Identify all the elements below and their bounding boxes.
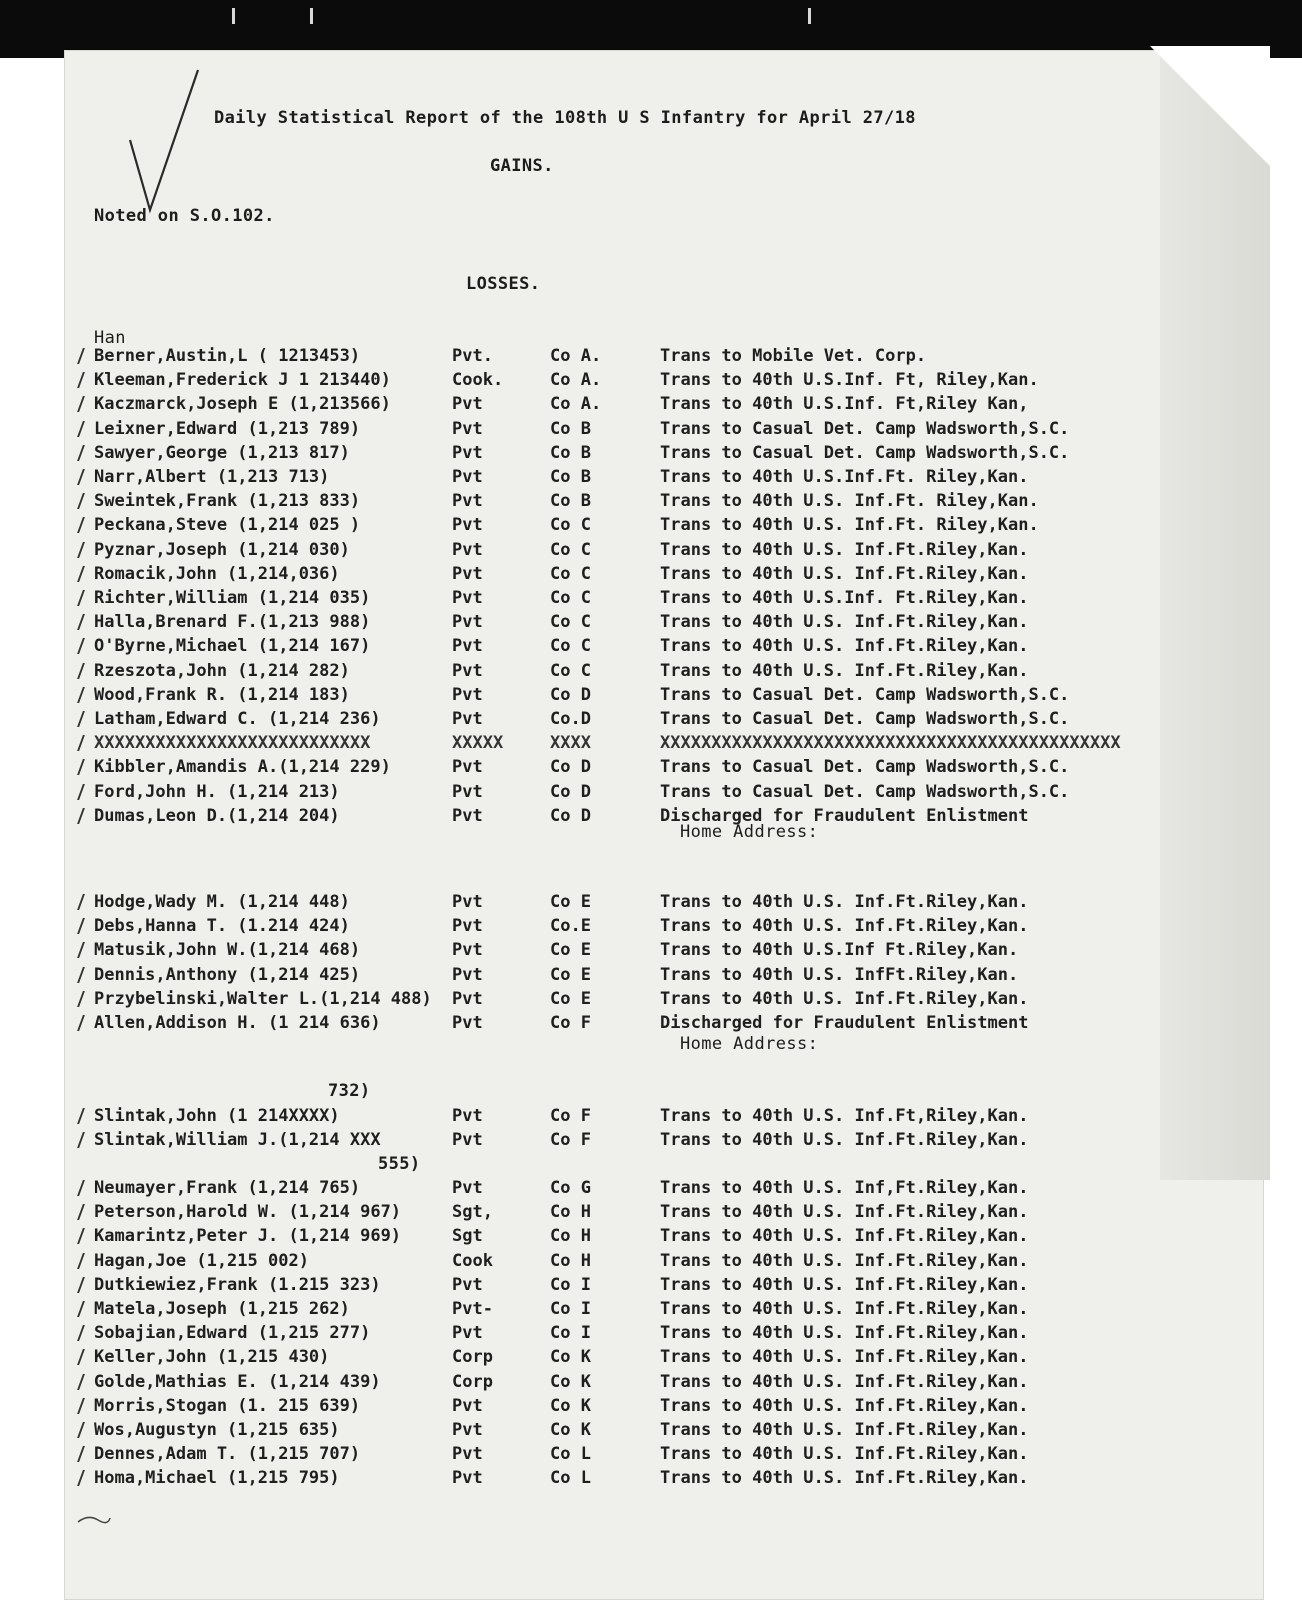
personnel-name-cell: Slintak,John (1 214XXXX) bbox=[94, 1106, 340, 1126]
company-cell: Co I bbox=[550, 1274, 591, 1295]
personnel-name-cell: Kamarintz,Peter J. (1,214 969) bbox=[94, 1226, 402, 1247]
remark-cell: Trans to 40th U.S. Inf.Ft.Riley,Kan. bbox=[660, 1371, 1029, 1392]
remark-cell: Trans to Casual Det. Camp Wadsworth,S.C. bbox=[660, 757, 1070, 778]
personnel-name-cell: Richter,William (1,214 035) bbox=[94, 588, 371, 608]
personnel-name-cell: Hodge,Wady M. (1,214 448) bbox=[94, 892, 350, 912]
company-cell: Co F bbox=[550, 1106, 591, 1126]
company-cell: Co C bbox=[550, 612, 591, 633]
company-cell: Co B bbox=[550, 491, 591, 512]
remark-cell: Trans to 40th U.S. Inf.Ft.Riley,Kan. bbox=[660, 892, 1029, 912]
remark-cell: Trans to Casual Det. Camp Wadsworth,S.C. bbox=[660, 709, 1070, 729]
company-cell: Co F bbox=[550, 1013, 591, 1033]
rank-cell: Pvt bbox=[452, 418, 483, 439]
rank-cell: Pvt bbox=[452, 988, 483, 1009]
personnel-name-cell: Keller,John (1,215 430) bbox=[94, 1347, 330, 1368]
personnel-name-cell: XXXXXXXXXXXXXXXXXXXXXXXXXXX bbox=[94, 733, 371, 754]
remark-cell: Trans to 40th U.S.Inf Ft.Riley,Kan. bbox=[660, 940, 1019, 961]
remark-cell: Trans to 40th U.S. Inf.Ft.Riley,Kan. bbox=[660, 1347, 1029, 1368]
personnel-name-cell: Pyznar,Joseph (1,214 030) bbox=[94, 539, 350, 560]
remark-cell: Trans to 40th U.S. Inf.Ft.Riley,Kan. bbox=[660, 1299, 1029, 1319]
service-number-note: 555) bbox=[378, 1154, 421, 1174]
company-cell: Co A. bbox=[550, 346, 602, 366]
rank-cell: Cook. bbox=[452, 370, 504, 391]
company-cell: Co E bbox=[550, 892, 591, 912]
torn-corner bbox=[1150, 46, 1270, 166]
personnel-name-cell: Sawyer,George (1,213 817) bbox=[94, 442, 350, 463]
remark-cell: Trans to Casual Det. Camp Wadsworth,S.C. bbox=[660, 781, 1070, 802]
company-cell: Co C bbox=[550, 539, 591, 560]
company-cell: XXXX bbox=[550, 733, 591, 754]
rank-cell: Pvt bbox=[452, 491, 483, 512]
rank-cell: Pvt bbox=[452, 1130, 483, 1151]
personnel-name-cell: Peckana,Steve (1,214 025 ) bbox=[94, 515, 361, 536]
personnel-name-cell: O'Byrne,Michael (1,214 167) bbox=[94, 636, 371, 657]
company-cell: Co I bbox=[550, 1323, 591, 1344]
company-cell: Co H bbox=[550, 1202, 591, 1223]
personnel-name-cell: Romacik,John (1,214,036) bbox=[94, 563, 340, 584]
losses-heading: LOSSES. bbox=[466, 274, 541, 294]
rank-cell: Pvt bbox=[452, 1178, 483, 1198]
company-cell: Co D bbox=[550, 805, 591, 826]
company-cell: Co C bbox=[550, 636, 591, 657]
service-number-note: 732) bbox=[328, 1081, 371, 1101]
personnel-name-cell: Przybelinski,Walter L.(1,214 488) bbox=[94, 988, 432, 1009]
company-cell: Co D bbox=[550, 757, 591, 778]
remark-cell: Trans to 40th U.S.Inf. Ft,Riley Kan, bbox=[660, 394, 1029, 415]
rank-cell: Pvt bbox=[452, 916, 483, 937]
rank-cell: Pvt bbox=[452, 1013, 483, 1033]
company-cell: Co D bbox=[550, 781, 591, 802]
personnel-name-cell: Peterson,Harold W. (1,214 967) bbox=[94, 1202, 402, 1223]
remark-cell: Trans to 40th U.S.Inf.Ft. Riley,Kan. bbox=[660, 467, 1029, 487]
company-cell: Co C bbox=[550, 563, 591, 584]
personnel-name-cell: Sweintek,Frank (1,213 833) bbox=[94, 491, 361, 512]
rank-cell: Pvt bbox=[452, 1444, 483, 1465]
rank-cell: Cook bbox=[452, 1250, 493, 1271]
rank-cell: Pvt bbox=[452, 1274, 483, 1295]
personnel-name-cell: Dutkiewiez,Frank (1.215 323) bbox=[94, 1274, 381, 1295]
personnel-name-cell: Morris,Stogan (1. 215 639) bbox=[94, 1395, 361, 1416]
film-mark bbox=[808, 8, 811, 24]
remark-cell: Trans to 40th U.S. Inf.Ft.Riley,Kan. bbox=[660, 1226, 1029, 1247]
company-cell: Co B bbox=[550, 418, 591, 439]
remark-cell: Trans to 40th U.S. Inf.Ft.Riley,Kan. bbox=[660, 988, 1029, 1009]
remark-cell: Trans to Casual Det. Camp Wadsworth,S.C. bbox=[660, 418, 1070, 439]
rank-cell: Pvt bbox=[452, 660, 483, 681]
remark-cell: Trans to 40th U.S. Inf.Ft.Riley,Kan. bbox=[660, 1444, 1029, 1465]
remark-cell: Trans to 40th U.S. Inf.Ft.Riley,Kan. bbox=[660, 916, 1029, 937]
gains-note: Noted on S.O.102. bbox=[94, 206, 275, 226]
rank-cell: Pvt bbox=[452, 539, 483, 560]
personnel-name-cell: Kibbler,Amandis A.(1,214 229) bbox=[94, 757, 391, 778]
rank-cell: Pvt bbox=[452, 1468, 483, 1489]
handwritten-note: Han bbox=[94, 328, 126, 348]
personnel-name-cell: Slintak,William J.(1,214 XXX bbox=[94, 1130, 381, 1151]
company-cell: Co B bbox=[550, 467, 591, 487]
remark-cell: Trans to 40th U.S. Inf.Ft.Riley,Kan. bbox=[660, 1250, 1029, 1271]
rank-cell: Corp bbox=[452, 1347, 493, 1368]
remark-cell: Trans to 40th U.S.Inf. Ft.Riley,Kan. bbox=[660, 588, 1029, 608]
remark-cell: Trans to Mobile Vet. Corp. bbox=[660, 346, 927, 366]
rank-cell: Pvt bbox=[452, 515, 483, 536]
rank-cell: Pvt bbox=[452, 757, 483, 778]
rank-cell: Pvt bbox=[452, 563, 483, 584]
personnel-name-cell: Wood,Frank R. (1,214 183) bbox=[94, 684, 350, 705]
company-cell: Co C bbox=[550, 515, 591, 536]
remark-cell: Trans to 40th U.S. Inf.Ft.Riley,Kan. bbox=[660, 1323, 1029, 1344]
rank-cell: Pvt bbox=[452, 1323, 483, 1344]
gains-heading: GAINS. bbox=[490, 156, 554, 176]
remark-cell: Trans to 40th U.S. Inf.Ft.Riley,Kan. bbox=[660, 1420, 1029, 1440]
personnel-name-cell: Wos,Augustyn (1,215 635) bbox=[94, 1420, 340, 1440]
remark-cell: Trans to 40th U.S. Inf.Ft,Riley,Kan. bbox=[660, 1106, 1029, 1126]
rank-cell: Pvt bbox=[452, 1106, 483, 1126]
remark-cell: Discharged for Fraudulent Enlistment bbox=[660, 1013, 1029, 1033]
personnel-name-cell: Neumayer,Frank (1,214 765) bbox=[94, 1178, 361, 1198]
rank-cell: Pvt bbox=[452, 467, 483, 487]
personnel-name-cell: Homa,Michael (1,215 795) bbox=[94, 1468, 340, 1489]
rank-cell: Pvt- bbox=[452, 1299, 493, 1319]
rank-cell: Pvt bbox=[452, 1420, 483, 1440]
personnel-name-cell: Golde,Mathias E. (1,214 439) bbox=[94, 1371, 381, 1392]
company-cell: Co E bbox=[550, 940, 591, 961]
company-cell: Co L bbox=[550, 1468, 591, 1489]
remark-cell: Trans to Casual Det. Camp Wadsworth,S.C. bbox=[660, 684, 1070, 705]
personnel-name-cell: Kaczmarck,Joseph E (1,213566) bbox=[94, 394, 391, 415]
company-cell: Co K bbox=[550, 1420, 591, 1440]
personnel-name-cell: Dennes,Adam T. (1,215 707) bbox=[94, 1444, 361, 1465]
company-cell: Co K bbox=[550, 1395, 591, 1416]
remark-cell: Trans to 40th U.S. Inf.Ft.Riley,Kan. bbox=[660, 636, 1029, 657]
check-mark-icon bbox=[120, 60, 210, 220]
rank-cell: Pvt bbox=[452, 394, 483, 415]
rank-cell: Pvt bbox=[452, 892, 483, 912]
rank-cell: Sgt, bbox=[452, 1202, 493, 1223]
remark-cell: Trans to 40th U.S. Inf.Ft. Riley,Kan. bbox=[660, 491, 1039, 512]
personnel-name-cell: Narr,Albert (1,213 713) bbox=[94, 467, 330, 487]
remark-cell: Trans to 40th U.S. Inf.Ft.Riley,Kan. bbox=[660, 1274, 1029, 1295]
remark-cell: Trans to 40th U.S. Inf.Ft.Riley,Kan. bbox=[660, 1395, 1029, 1416]
company-cell: Co K bbox=[550, 1371, 591, 1392]
rank-cell: Pvt bbox=[452, 781, 483, 802]
personnel-name-cell: Leixner,Edward (1,213 789) bbox=[94, 418, 361, 439]
remark-cell: Trans to 40th U.S. Inf,Ft.Riley,Kan. bbox=[660, 1178, 1029, 1198]
personnel-name-cell: Latham,Edward C. (1,214 236) bbox=[94, 709, 381, 729]
personnel-name-cell: Sobajian,Edward (1,215 277) bbox=[94, 1323, 371, 1344]
rank-cell: Sgt bbox=[452, 1226, 483, 1247]
company-cell: Co E bbox=[550, 988, 591, 1009]
remark-cell: Trans to 40th U.S. InfFt.Riley,Kan. bbox=[660, 964, 1019, 985]
rank-cell: Pvt bbox=[452, 1395, 483, 1416]
personnel-name-cell: Berner,Austin,L ( 1213453) bbox=[94, 346, 361, 366]
company-cell: Co E bbox=[550, 964, 591, 985]
remark-cell: Discharged for Fraudulent Enlistment bbox=[660, 805, 1029, 826]
remark-cell: XXXXXXXXXXXXXXXXXXXXXXXXXXXXXXXXXXXXXXXXXXXXX bbox=[660, 733, 1121, 754]
rank-cell: Pvt bbox=[452, 442, 483, 463]
personnel-name-cell: Matusik,John W.(1,214 468) bbox=[94, 940, 361, 961]
rank-cell: Pvt bbox=[452, 612, 483, 633]
rank-cell: Pvt bbox=[452, 964, 483, 985]
company-cell: Co C bbox=[550, 588, 591, 608]
home-address-label: Home Address: bbox=[680, 822, 819, 842]
remark-cell: Trans to 40th U.S. Inf.Ft.Riley,Kan. bbox=[660, 660, 1029, 681]
rank-cell: Pvt. bbox=[452, 346, 493, 366]
company-cell: Co G bbox=[550, 1178, 591, 1198]
personnel-name-cell: Rzeszota,John (1,214 282) bbox=[94, 660, 350, 681]
company-cell: Co I bbox=[550, 1299, 591, 1319]
rank-cell: Pvt bbox=[452, 709, 483, 729]
film-mark bbox=[310, 8, 313, 24]
rank-cell: Pvt bbox=[452, 940, 483, 961]
personnel-name-cell: Halla,Brenard F.(1,213 988) bbox=[94, 612, 371, 633]
company-cell: Co H bbox=[550, 1226, 591, 1247]
remark-cell: Trans to Casual Det. Camp Wadsworth,S.C. bbox=[660, 442, 1070, 463]
personnel-name-cell: Dumas,Leon D.(1,214 204) bbox=[94, 805, 340, 826]
personnel-name-cell: Debs,Hanna T. (1.214 424) bbox=[94, 916, 350, 937]
company-cell: Co A. bbox=[550, 370, 602, 391]
company-cell: Co L bbox=[550, 1444, 591, 1465]
rank-cell: Pvt bbox=[452, 805, 483, 826]
remark-cell: Trans to 40th U.S. Inf.Ft.Riley,Kan. bbox=[660, 563, 1029, 584]
personnel-name-cell: Allen,Addison H. (1 214 636) bbox=[94, 1013, 381, 1033]
remark-cell: Trans to 40th U.S. Inf.Ft.Riley,Kan. bbox=[660, 1202, 1029, 1223]
remark-cell: Trans to 40th U.S. Inf.Ft.Riley,Kan. bbox=[660, 539, 1029, 560]
film-mark bbox=[232, 8, 235, 24]
remark-cell: Trans to 40th U.S. Inf.Ft.Riley,Kan. bbox=[660, 612, 1029, 633]
company-cell: Co.E bbox=[550, 916, 591, 937]
remark-cell: Trans to 40th U.S. Inf.Ft.Riley,Kan. bbox=[660, 1130, 1029, 1151]
company-cell: Co.D bbox=[550, 709, 591, 729]
report-title: Daily Statistical Report of the 108th U S Infantry for April 27/18 bbox=[214, 108, 916, 128]
company-cell: Co K bbox=[550, 1347, 591, 1368]
remark-cell: Trans to 40th U.S. Inf.Ft.Riley,Kan. bbox=[660, 1468, 1029, 1489]
company-cell: Co A. bbox=[550, 394, 602, 415]
pencil-scribble-icon bbox=[74, 1510, 114, 1530]
company-cell: Co H bbox=[550, 1250, 591, 1271]
remark-cell: Trans to 40th U.S.Inf. Ft, Riley,Kan. bbox=[660, 370, 1039, 391]
rank-cell: Pvt bbox=[452, 684, 483, 705]
personnel-name-cell: Hagan,Joe (1,215 002) bbox=[94, 1250, 309, 1271]
home-address-label: Home Address: bbox=[680, 1034, 819, 1054]
personnel-name-cell: Dennis,Anthony (1,214 425) bbox=[94, 964, 361, 985]
personnel-name-cell: Ford,John H. (1,214 213) bbox=[94, 781, 340, 802]
personnel-name-cell: Matela,Joseph (1,215 262) bbox=[94, 1299, 350, 1319]
company-cell: Co C bbox=[550, 660, 591, 681]
company-cell: Co B bbox=[550, 442, 591, 463]
page-fold-shadow bbox=[1160, 50, 1270, 1180]
company-cell: Co F bbox=[550, 1130, 591, 1151]
rank-cell: XXXXX bbox=[452, 733, 504, 754]
rank-cell: Pvt bbox=[452, 588, 483, 608]
remark-cell: Trans to 40th U.S. Inf.Ft. Riley,Kan. bbox=[660, 515, 1039, 536]
company-cell: Co D bbox=[550, 684, 591, 705]
personnel-name-cell: Kleeman,Frederick J 1 213440) bbox=[94, 370, 391, 391]
rank-cell: Pvt bbox=[452, 636, 483, 657]
rank-cell: Corp bbox=[452, 1371, 493, 1392]
